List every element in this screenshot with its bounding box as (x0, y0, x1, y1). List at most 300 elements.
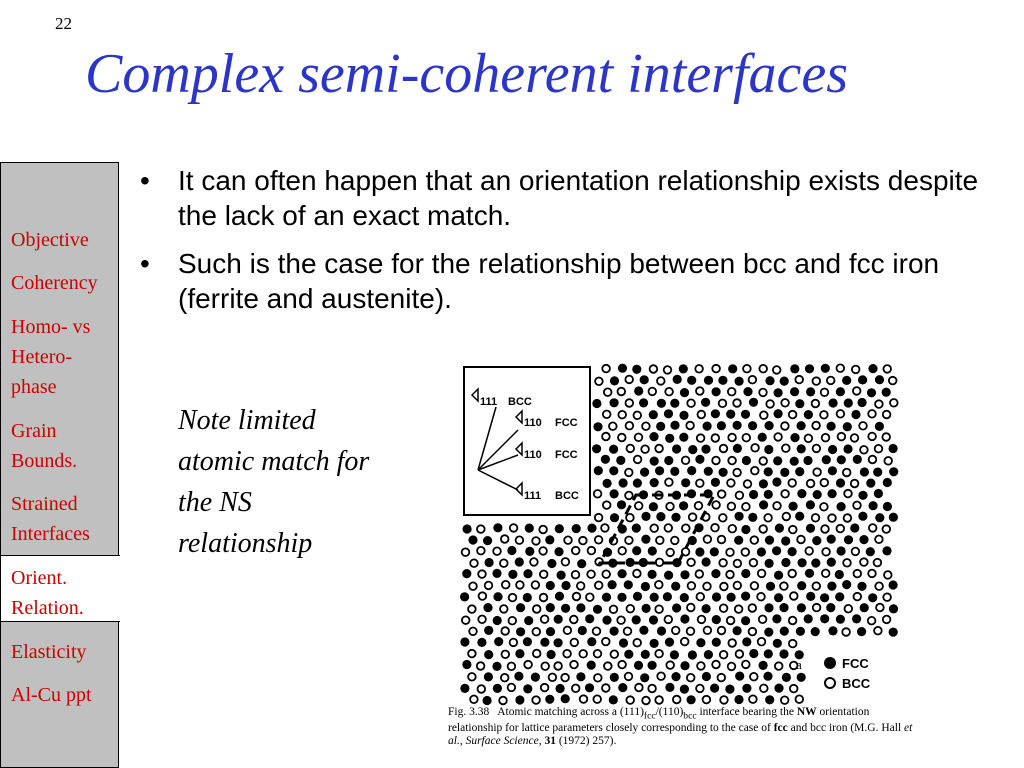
atom (469, 582, 477, 590)
atom (625, 492, 633, 500)
atom (803, 456, 812, 465)
caption-etal: et al. (448, 722, 913, 748)
atom (822, 434, 830, 442)
atom (806, 592, 815, 601)
atom (843, 444, 852, 453)
atom (720, 651, 728, 659)
atom (642, 697, 650, 705)
atom (788, 547, 797, 556)
atom (868, 617, 876, 625)
atom (617, 593, 626, 602)
atom (617, 616, 625, 624)
atom (712, 457, 720, 465)
atom (687, 399, 695, 407)
atom (610, 398, 619, 407)
atom (701, 398, 710, 407)
atom (733, 469, 741, 477)
atom (858, 512, 867, 521)
atom (462, 616, 470, 624)
atom (765, 695, 774, 704)
atom (650, 593, 659, 602)
atom (788, 570, 796, 578)
atom (470, 559, 478, 567)
inset-label-110b: 110 (524, 449, 542, 461)
atom (493, 616, 502, 625)
atom (859, 535, 868, 544)
atom (704, 535, 712, 543)
atom (639, 626, 648, 635)
atom (508, 684, 516, 692)
atom (687, 627, 695, 635)
atom (781, 696, 789, 704)
atom (468, 605, 476, 613)
sidebar-nav (0, 162, 119, 768)
atom (742, 637, 751, 646)
atom (797, 536, 805, 544)
atom (665, 388, 673, 396)
atom (806, 387, 815, 396)
atom (696, 387, 704, 395)
atom (650, 365, 658, 373)
atom (469, 628, 477, 636)
atom (515, 649, 524, 658)
atom (665, 434, 674, 443)
atom (640, 673, 649, 682)
atom (641, 650, 650, 659)
atom (742, 684, 751, 693)
atom (712, 365, 720, 373)
atom (634, 456, 642, 464)
atom (837, 364, 845, 372)
atom (703, 696, 711, 704)
atom (604, 388, 612, 396)
atom (656, 537, 664, 545)
atom (837, 546, 846, 555)
caption-part3: interface bearing the (696, 706, 797, 718)
atom (578, 626, 587, 635)
atom (608, 580, 617, 589)
atom (741, 616, 750, 625)
atom (773, 502, 781, 510)
atom (478, 570, 486, 578)
atom (687, 674, 695, 682)
atom (656, 422, 665, 431)
atom (889, 444, 898, 453)
atom (602, 684, 610, 692)
sidebar-item-homo-vs[interactable]: Homo- vs (11, 316, 91, 338)
atom (655, 605, 663, 613)
atom (602, 365, 610, 373)
atom (655, 445, 663, 453)
atom (712, 434, 720, 442)
atom (640, 375, 649, 384)
atom (780, 377, 789, 386)
inset-label-bcc: BCC (508, 396, 532, 408)
atom (673, 375, 682, 384)
atom (843, 559, 851, 567)
atom (720, 583, 728, 591)
atom (758, 433, 767, 442)
atom (515, 557, 524, 566)
atom (493, 547, 501, 555)
atom (837, 502, 846, 511)
atom (611, 650, 619, 658)
atom (462, 548, 470, 556)
sidebar-item-bounds[interactable]: Bounds. (11, 450, 78, 472)
atom (835, 592, 844, 601)
atom (883, 365, 891, 373)
atom (468, 650, 476, 658)
atom (789, 502, 798, 511)
bullet-list (140, 163, 1000, 329)
atom (665, 638, 674, 647)
atom (539, 526, 547, 534)
atom (687, 604, 695, 612)
caption-fcc: fcc (773, 722, 788, 735)
atom (524, 661, 532, 669)
atom (539, 547, 547, 555)
atom (610, 376, 619, 385)
atom (572, 571, 580, 579)
atom (734, 695, 743, 704)
atom (828, 514, 836, 522)
atom (602, 638, 610, 646)
atom (759, 457, 767, 465)
atom (867, 388, 876, 397)
atom (592, 444, 601, 453)
sidebar-item-objective[interactable]: Objective (11, 229, 89, 251)
atom (804, 410, 813, 419)
atom (641, 445, 649, 453)
atom (828, 445, 837, 454)
atom (546, 581, 555, 590)
atom (826, 603, 835, 612)
legend-bcc-label: BCC (842, 676, 871, 691)
atom (889, 628, 898, 637)
atom (483, 696, 492, 705)
atom (712, 501, 720, 509)
atom (813, 468, 821, 476)
inset-label-fcc-b: FCC (555, 449, 578, 461)
atom (523, 569, 532, 578)
atom (712, 638, 721, 647)
atom (748, 421, 757, 430)
atom (795, 376, 803, 384)
atom (610, 606, 618, 614)
atom (681, 638, 689, 646)
atom (649, 410, 658, 419)
atom (812, 400, 820, 408)
atom (648, 685, 656, 693)
atom (822, 455, 831, 464)
atom (812, 514, 820, 522)
atom (618, 388, 626, 396)
atom (779, 603, 788, 612)
sidebar-item-elasticity[interactable]: Elasticity (11, 641, 87, 663)
atom (734, 536, 743, 545)
atom (743, 434, 751, 442)
atom (728, 639, 736, 647)
atom (772, 546, 781, 555)
atom (523, 637, 532, 646)
atom (704, 650, 713, 659)
atom (493, 684, 502, 693)
atom (501, 535, 509, 543)
atom (772, 477, 781, 486)
atom (525, 547, 534, 556)
atom (797, 603, 806, 612)
atom (483, 603, 492, 612)
atom (632, 524, 641, 533)
sidebar-item-phase[interactable]: phase (11, 376, 57, 398)
atom (460, 637, 469, 646)
atom (860, 558, 868, 566)
atom (619, 638, 628, 647)
atom (828, 626, 837, 635)
note-line: Note limited (178, 405, 316, 436)
atom (593, 605, 602, 614)
atom (743, 365, 751, 373)
inset-label-bcc-b: BCC (555, 490, 579, 502)
atom (698, 411, 706, 419)
atom (868, 410, 876, 418)
atom (741, 569, 750, 578)
atom (759, 365, 767, 373)
atom (665, 524, 673, 532)
sidebar-item-hetero[interactable]: Hetero- (11, 346, 73, 368)
atom (579, 650, 587, 658)
atom (844, 514, 852, 522)
caption-part8: (1972) 257). (555, 735, 617, 748)
atom (686, 422, 694, 430)
atom (546, 603, 555, 612)
atom (718, 674, 726, 682)
atom (680, 388, 689, 397)
bullet-item (140, 246, 1000, 316)
atom (602, 616, 611, 625)
atom (655, 581, 663, 589)
atom (610, 489, 619, 498)
atom (485, 582, 493, 590)
sidebar-item-grain[interactable]: Grain (11, 420, 57, 442)
atom (673, 696, 681, 704)
sidebar-item-interfaces[interactable]: Interfaces (11, 523, 90, 545)
atom (789, 526, 797, 534)
atom (650, 639, 659, 648)
atom (868, 364, 877, 373)
atom (702, 604, 711, 613)
atom (680, 685, 689, 694)
atom (463, 524, 472, 533)
atom (525, 524, 534, 533)
atom (619, 478, 628, 487)
atom (546, 627, 555, 636)
atom (773, 639, 782, 648)
atom (586, 593, 594, 601)
atom (666, 549, 674, 557)
atom (790, 592, 798, 600)
caption-sub1: fcc (643, 710, 656, 722)
atom (790, 457, 799, 466)
atom (587, 570, 595, 578)
sidebar-item-orient[interactable]: Orient. (11, 567, 68, 589)
atom (514, 672, 523, 681)
atom (571, 639, 579, 647)
atom (804, 614, 813, 623)
atom (749, 649, 758, 658)
atom (788, 479, 796, 487)
atom (484, 650, 493, 659)
atom (532, 537, 540, 545)
atom (760, 685, 768, 693)
atom (857, 627, 866, 636)
atom (696, 638, 705, 647)
bullet-dot: • (140, 165, 150, 196)
atom (774, 433, 782, 441)
sidebar-item-relation[interactable]: Relation. (11, 597, 84, 619)
atom (734, 560, 742, 568)
atom (704, 627, 712, 635)
atom (733, 399, 741, 407)
atom (650, 524, 658, 532)
atom (710, 684, 719, 693)
atom (813, 604, 821, 612)
atom (774, 684, 783, 693)
atom (813, 445, 821, 453)
atom (499, 697, 507, 705)
caption-part2: /(110) (655, 706, 684, 718)
atom (593, 422, 602, 431)
atom (601, 455, 610, 464)
atom (603, 501, 611, 509)
atom (478, 685, 486, 693)
legend-fcc-label: FCC (842, 656, 869, 671)
atom (516, 627, 525, 636)
atom (523, 684, 532, 693)
atom (680, 570, 689, 579)
atom (720, 445, 728, 453)
legend-bcc-marker (825, 678, 835, 688)
atom (680, 614, 689, 623)
atom (649, 388, 657, 396)
atom (501, 674, 509, 682)
note-text (178, 400, 428, 564)
atom (632, 365, 641, 374)
atom (602, 593, 611, 602)
atom (648, 661, 657, 670)
atom (547, 559, 556, 568)
atom (759, 525, 767, 533)
atom (478, 616, 486, 624)
atom (858, 491, 867, 500)
atom (811, 558, 820, 567)
atom (868, 593, 877, 602)
atom (576, 603, 585, 612)
atom (854, 570, 862, 578)
atom (751, 444, 759, 452)
atom (587, 524, 596, 533)
atom (860, 446, 868, 454)
atom (765, 376, 774, 385)
atom (595, 378, 603, 386)
atom (821, 364, 830, 373)
atom (883, 525, 891, 533)
atom (509, 594, 517, 602)
atom (697, 593, 705, 601)
atom (635, 434, 643, 442)
atom (468, 673, 476, 681)
atom (764, 628, 773, 637)
atom (718, 376, 727, 385)
atom (718, 490, 726, 498)
sidebar-item-al-cu-ppt[interactable]: Al-Cu ppt (11, 684, 92, 706)
atom (564, 536, 572, 544)
atom (783, 513, 791, 521)
atom (837, 410, 845, 418)
atom (797, 581, 806, 590)
caption-part6: , (459, 735, 466, 748)
atom (757, 547, 766, 556)
atom (609, 695, 618, 704)
atom (782, 673, 791, 682)
atom (764, 445, 773, 454)
atom (733, 421, 742, 430)
sidebar-item-coherency[interactable]: Coherency (11, 272, 98, 294)
atom (664, 571, 673, 580)
atom (564, 627, 572, 635)
atom (765, 559, 774, 568)
atom (772, 614, 781, 623)
atom (821, 389, 829, 397)
atom (750, 559, 758, 567)
atom (813, 582, 821, 590)
inset-label-111b: 111 (524, 490, 542, 502)
atom (688, 582, 696, 590)
atom (734, 582, 742, 590)
atom (541, 684, 549, 692)
atom (609, 466, 618, 475)
atom (736, 650, 744, 658)
atom (648, 546, 657, 555)
atom (680, 593, 689, 602)
atom (633, 639, 641, 647)
atom (773, 456, 782, 465)
atom (477, 547, 485, 555)
atom (853, 387, 861, 395)
atom (889, 467, 898, 476)
atom (510, 639, 518, 647)
atom (510, 524, 518, 532)
atom (626, 399, 634, 407)
atom (641, 582, 650, 591)
atom (670, 421, 679, 430)
atom (572, 547, 580, 555)
atom (639, 398, 648, 407)
atom (875, 445, 883, 453)
atom (603, 479, 612, 488)
atom (561, 604, 570, 613)
atom (728, 434, 736, 442)
atom (874, 559, 882, 567)
sidebar-item-strained[interactable]: Strained (11, 493, 78, 515)
atom (780, 582, 788, 590)
atom (655, 696, 663, 704)
atom (764, 649, 773, 658)
atom (626, 422, 634, 430)
atom (557, 571, 566, 580)
atom (763, 672, 772, 681)
atom (570, 616, 578, 624)
